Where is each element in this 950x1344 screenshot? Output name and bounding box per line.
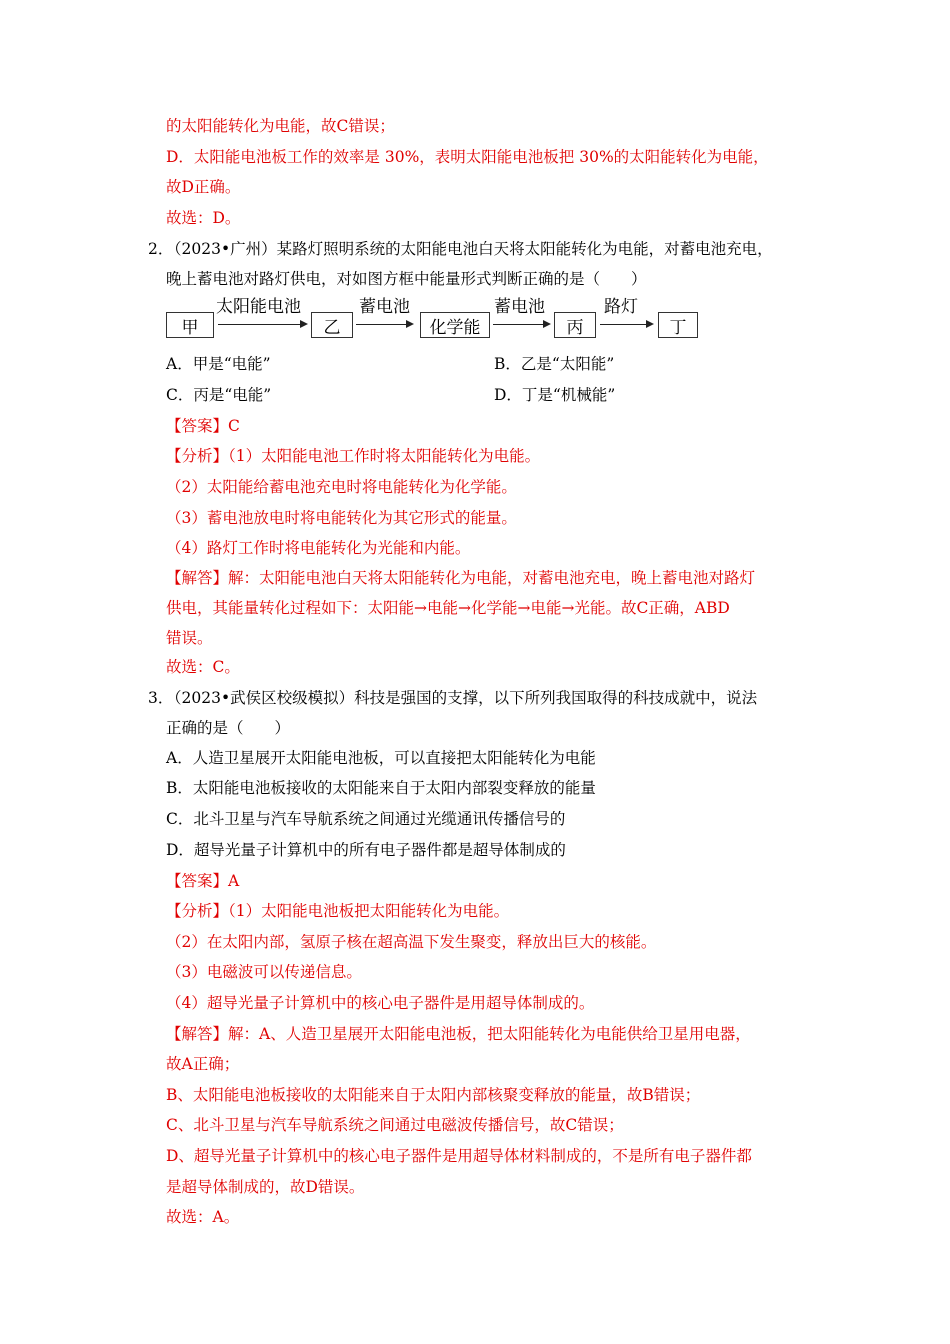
solution-line: 错误。 [166,629,213,647]
diagram-box-jia: 甲 [166,312,214,338]
arrow-label: 蓄电池 [359,297,410,317]
final-choice: 故选：A。 [166,1208,240,1226]
diagram-box-bing: 丙 [554,312,596,338]
solution-line: 故D正确。 [166,178,241,196]
diagram-box-yi: 乙 [311,312,353,338]
solution-line: 供电，其能量转化过程如下：太阳能→电能→化学能→电能→光能。故C正确，ABD [166,599,730,617]
solution-line: 【解答】解：A、人造卫星展开太阳能电池板，把太阳能转化为电能供给卫星用电器， [166,1025,751,1043]
analysis-line: （3）电磁波可以传递信息。 [166,963,362,981]
diagram-box-chemical: 化学能 [420,312,490,338]
option-c: C．北斗卫星与汽车导航系统之间通过光缆通讯传播信号的 [166,810,566,828]
option-a: A．人造卫星展开太阳能电池板，可以直接把太阳能转化为电能 [166,749,596,767]
analysis-line: （2）在太阳内部，氢原子核在超高温下发生聚变，释放出巨大的核能。 [166,933,657,951]
solution-line: 的太阳能转化为电能，故C错误； [166,117,395,135]
option-b: B．太阳能电池板接收的太阳能来自于太阳内部裂变释放的能量 [166,779,596,797]
arrow-label: 路灯 [604,297,638,317]
arrow-right-icon [356,324,412,325]
solution-line: D．太阳能电池板工作的效率是 30%，表明太阳能电池板把 30%的太阳能转化为电能， [166,148,769,166]
solution-line: 故A正确； [166,1055,240,1073]
analysis-line: （4）路灯工作时将电能转化为光能和内能。 [166,539,471,557]
question-number: 2． [148,240,174,258]
option-d: D．超导光量子计算机中的所有电子器件都是超导体制成的 [166,841,566,859]
analysis-line: 【分析】（1）太阳能电池工作时将太阳能转化为电能。 [166,447,541,465]
question-stem: （2023•广州）某路灯照明系统的太阳能电池白天将太阳能转化为电能，对蓄电池充电， [166,240,773,258]
option-a: A．甲是“电能” [166,355,271,373]
arrow-right-icon [218,324,306,325]
analysis-line: （2）太阳能给蓄电池充电时将电能转化为化学能。 [166,478,517,496]
arrow-right-icon [493,324,549,325]
question-stem: 正确的是（ ） [166,719,291,737]
option-d: D．丁是“机械能” [494,386,616,404]
arrow-right-icon [600,324,652,325]
final-choice: 故选：D。 [166,209,241,227]
arrow-label: 太阳能电池 [216,297,301,317]
analysis-line: （4）超导光量子计算机中的核心电子器件是用超导体制成的。 [166,994,595,1012]
final-choice: 故选：C。 [166,658,240,676]
solution-line: C、北斗卫星与汽车导航系统之间通过电磁波传播信号，故C错误； [166,1116,624,1134]
question-number: 3． [148,689,174,707]
option-c: C．丙是“电能” [166,386,272,404]
question-stem: 晚上蓄电池对路灯供电，对如图方框中能量形式判断正确的是（ ） [166,270,647,288]
answer: 【答案】C [166,417,240,435]
energy-flow-diagram [166,296,686,344]
option-b: B．乙是“太阳能” [494,355,615,373]
question-stem: （2023•武侯区校级模拟）科技是强国的支撑，以下所列我国取得的科技成就中，说法 [166,689,758,707]
solution-line: 【解答】解：太阳能电池白天将太阳能转化为电能，对蓄电池充电，晚上蓄电池对路灯 [166,569,756,587]
analysis-line: （3）蓄电池放电时将电能转化为其它形式的能量。 [166,509,517,527]
answer: 【答案】A [166,872,240,890]
diagram-box-ding: 丁 [658,312,698,338]
solution-line: B、太阳能电池板接收的太阳能来自于太阳内部核聚变释放的能量，故B错误； [166,1086,701,1104]
solution-line: 是超导体制成的，故D错误。 [166,1178,365,1196]
analysis-line: 【分析】（1）太阳能电池板把太阳能转化为电能。 [166,902,510,920]
arrow-label: 蓄电池 [494,297,545,317]
solution-line: D、超导光量子计算机中的核心电子器件是用超导体材料制成的，不是所有电子器件都 [166,1147,752,1165]
